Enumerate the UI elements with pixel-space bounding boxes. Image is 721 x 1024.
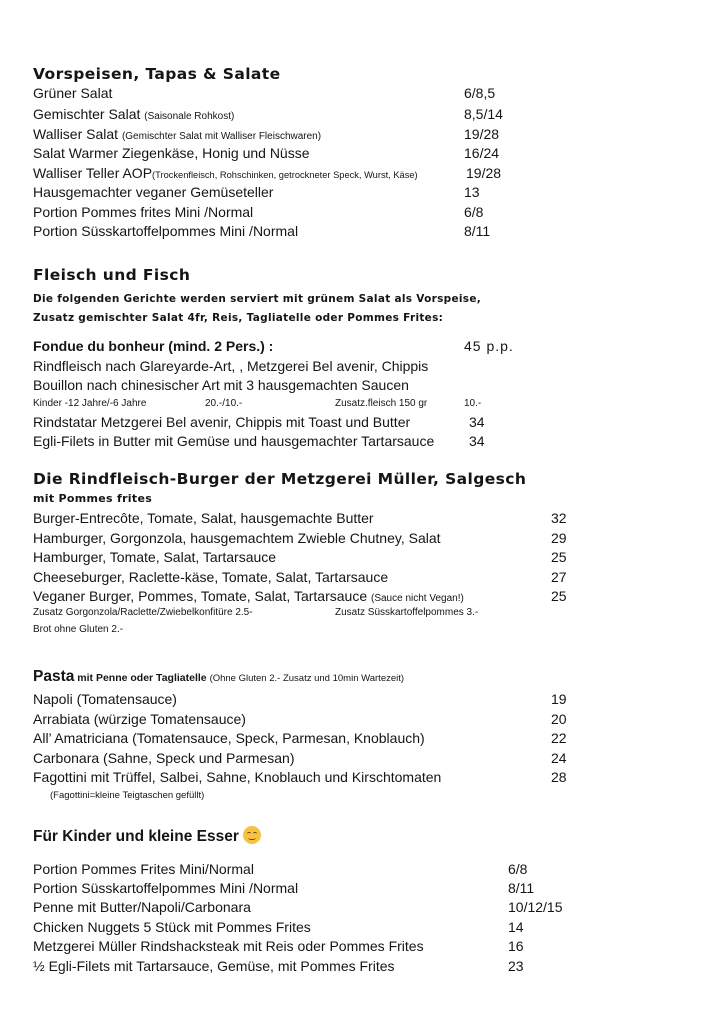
section-title-burger: Die Rindfleisch-Burger der Metzgerei Müller, Salgesch bbox=[33, 470, 527, 488]
item-name: Walliser Salat bbox=[33, 126, 122, 142]
item-price: 6/8 bbox=[508, 861, 528, 877]
fondue-line: Bouillon nach chinesischer Art mit 3 hausgemachten Saucen bbox=[33, 377, 409, 393]
item-name: Egli-Filets in Butter mit Gemüse und hausgemachter Tartarsauce bbox=[33, 433, 435, 449]
item-price: 19/28 bbox=[464, 126, 500, 142]
burger-extra: Zusatz Gorgonzola/Raclette/Zwiebelkonfitüre 2.5- bbox=[33, 607, 253, 618]
item-price: 19 bbox=[551, 691, 567, 707]
item-price: 20 bbox=[551, 711, 567, 727]
item-note: (Saisonale Rohkost) bbox=[144, 111, 235, 122]
item-price: 23 bbox=[508, 958, 524, 974]
kinder-title: Für Kinder und kleine Esser bbox=[33, 828, 239, 845]
item-price: 13 bbox=[464, 184, 480, 200]
item-price: 29 bbox=[551, 530, 567, 546]
item-price: 14 bbox=[508, 919, 524, 935]
item-name: Portion Süsskartoffelpommes Mini /Normal bbox=[33, 223, 299, 239]
burger-extra: Brot ohne Gluten 2.- bbox=[33, 624, 124, 635]
pasta-note: (Ohne Gluten 2.- Zusatz und 10min Wartezeit) bbox=[209, 673, 405, 684]
item-price: 10/12/15 bbox=[508, 899, 563, 915]
section-title-vorspeisen: Vorspeisen, Tapas & Salate bbox=[33, 65, 281, 83]
item-note: (Gemischter Salat mit Walliser Fleischwaren) bbox=[121, 131, 322, 142]
section-subtitle: mit Pommes frites bbox=[33, 492, 153, 505]
item-price: 34 bbox=[469, 414, 485, 430]
item-price: 27 bbox=[551, 569, 567, 585]
item-name: Veganer Burger, Pommes, Tomate, Salat, Tartarsauce bbox=[33, 588, 371, 604]
item-price: 8/11 bbox=[508, 880, 535, 896]
item-note: (Trockenfleisch, Rohschinken, getrockneter Speck, Wurst, Käse) bbox=[152, 170, 418, 180]
item-price: 22 bbox=[551, 730, 567, 746]
item-name: Salat Warmer Ziegenkäse, Honig und Nüsse bbox=[33, 145, 310, 161]
section-title-kinder bbox=[33, 826, 261, 847]
item-name: Chicken Nuggets 5 Stück mit Pommes Frites bbox=[33, 919, 311, 935]
item-name: Fagottini mit Trüffel, Salbei, Sahne, Knoblauch und Kirschtomaten bbox=[33, 769, 442, 785]
item-name: Cheeseburger, Raclette-käse, Tomate, Salat, Tartarsauce bbox=[33, 569, 389, 585]
item-price: 19/28 bbox=[466, 165, 502, 181]
item-note: (Sauce nicht Vegan!) bbox=[371, 593, 464, 604]
item-name: Penne mit Butter/Napoli/Carbonara bbox=[33, 899, 251, 915]
section-title-fleisch: Fleisch und Fisch bbox=[33, 266, 191, 284]
item-name: Hamburger, Gorgonzola, hausgemachtem Zwieble Chutney, Salat bbox=[33, 530, 441, 546]
item-price: 8/11 bbox=[464, 223, 491, 239]
fondue-price: 45 p.p. bbox=[464, 338, 514, 354]
item-name: Portion Süsskartoffelpommes Mini /Normal bbox=[33, 880, 299, 896]
smiley-icon bbox=[243, 826, 261, 844]
item-name: Portion Pommes Frites Mini/Normal bbox=[33, 861, 254, 877]
item-price: 28 bbox=[551, 769, 567, 785]
item-name: Gemischter Salat bbox=[33, 106, 145, 122]
burger-extra: Zusatz Süsskartoffelpommes 3.- bbox=[335, 607, 479, 618]
pasta-footnote: (Fagottini=kleine Teigtaschen gefüllt) bbox=[50, 790, 205, 801]
fondue-extra: Zusatz.fleisch 150 gr bbox=[335, 398, 428, 409]
item-price: 25 bbox=[551, 549, 567, 565]
fondue-kids-price: 20.-/10.- bbox=[205, 398, 243, 409]
fondue-line: Rindfleisch nach Glareyarde-Art, , Metzgerei Bel avenir, Chippis bbox=[33, 358, 429, 374]
item-price: 6/8,5 bbox=[464, 85, 496, 101]
item-name: Hausgemachter veganer Gemüseteller bbox=[33, 184, 274, 200]
item-price: 6/8 bbox=[464, 204, 484, 220]
item-price: 24 bbox=[551, 750, 567, 766]
item-name: Carbonara (Sahne, Speck und Parmesan) bbox=[33, 750, 295, 766]
item-name: Walliser Teller AOP bbox=[33, 165, 153, 181]
pasta-title: Pasta bbox=[33, 668, 75, 685]
item-name: Arrabiata (würzige Tomatensauce) bbox=[33, 711, 246, 727]
item-name: Napoli (Tomatensauce) bbox=[33, 691, 177, 707]
item-name: Metzgerei Müller Rindshacksteak mit Reis oder Pommes Frites bbox=[33, 938, 424, 954]
item-name: Portion Pommes frites Mini /Normal bbox=[33, 204, 254, 220]
item-name: Burger-Entrecôte, Tomate, Salat, hausgemachte Butter bbox=[33, 510, 374, 526]
item-price: 16/24 bbox=[464, 145, 500, 161]
item-price: 32 bbox=[551, 510, 567, 526]
item-price: 8,5/14 bbox=[464, 106, 503, 122]
fondue-title: Fondue du bonheur (mind. 2 Pers.) : bbox=[33, 338, 274, 354]
fondue-kids: Kinder -12 Jahre/-6 Jahre bbox=[33, 398, 147, 409]
item-name: Grüner Salat bbox=[33, 85, 113, 101]
pasta-subtitle: mit Penne oder Tagliatelle bbox=[74, 672, 210, 684]
item-price: 34 bbox=[469, 433, 485, 449]
section-subtitle: Die folgenden Gerichte werden serviert mit grünem Salat als Vorspeise, bbox=[33, 293, 482, 305]
item-name: Rindstatar Metzgerei Bel avenir, Chippis mit Toast und Butter bbox=[33, 414, 411, 430]
section-subtitle: Zusatz gemischter Salat 4fr, Reis, Tagliatelle oder Pommes Frites: bbox=[33, 312, 444, 324]
item-name: All’ Amatriciana (Tomatensauce, Speck, Parmesan, Knoblauch) bbox=[33, 730, 425, 746]
item-price: 25 bbox=[551, 588, 567, 604]
fondue-extra-price: 10.- bbox=[464, 398, 482, 409]
section-title-pasta bbox=[33, 667, 404, 688]
item-price: 16 bbox=[508, 938, 524, 954]
item-name: ½ Egli-Filets mit Tartarsauce, Gemüse, mit Pommes Frites bbox=[33, 958, 395, 974]
item-name: Hamburger, Tomate, Salat, Tartarsauce bbox=[33, 549, 277, 565]
